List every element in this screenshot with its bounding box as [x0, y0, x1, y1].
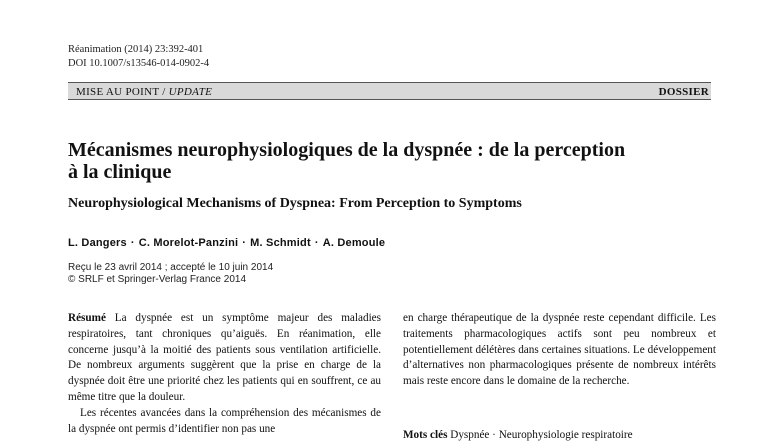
- journal-info: [68, 43, 209, 71]
- journal-citation: Réanimation (2014) 23:392-401: [68, 44, 204, 55]
- keywords-label: Mots clés: [403, 429, 448, 441]
- title-fr-line-2: à la clinique: [68, 161, 172, 183]
- category-label: DOSSIER: [658, 86, 709, 98]
- author-4: A. Demoule: [322, 237, 386, 249]
- abstract-right-column: [403, 311, 716, 390]
- abstract-text-1: La dyspnée est un symptôme majeur des maladies respiratoires, tant chroniques qu’aiguës. En réanimation, elle concerne jusqu’à la moitié des patients sous ventilation artificielle. De nombreux arguments suggèrent que la prise en charge de la dyspnée doit être une priorité chez les patients qui en souffrent, ce au même titre que la douleur.: [68, 312, 381, 403]
- section-header-bar: [68, 82, 711, 100]
- copyright: © SRLF et Springer-Verlag France 2014: [68, 274, 247, 285]
- abstract-paragraph-2: Les récentes avancées dans la compréhension des mécanismes de la dyspnée ont permis d’identifier non pas une: [68, 406, 381, 435]
- article-title-french: [68, 139, 708, 183]
- author-list: [68, 237, 385, 249]
- abstract-paragraph-1: [68, 311, 381, 406]
- article-title-english: Neurophysiological Mechanisms of Dyspnea: From Perception to Symptoms: [68, 196, 522, 211]
- author-separator: ·: [314, 237, 319, 249]
- keywords-text: Dyspnée · Neurophysiologie respiratoire: [450, 429, 633, 441]
- abstract-left-column: [68, 311, 381, 437]
- author-3: M. Schmidt: [250, 237, 311, 249]
- abstract-paragraph-3: en charge thérapeutique de la dyspnée reste cependant difficile. Les traitements pharmacologiques actifs sont peu nombreux et potentiellement délétères dans certaines situations. Le développement d’alternatives non pharmacologiques présente de nombreux intérêts mais reste encore dans le domaine de la recherche.: [403, 312, 716, 388]
- journal-doi: DOI 10.1007/s13546-014-0902-4: [68, 58, 210, 69]
- author-separator: ·: [242, 237, 247, 249]
- section-label-text: MISE AU POINT /: [76, 86, 166, 98]
- author-1: L. Dangers: [68, 237, 127, 249]
- author-2: C. Morelot-Panzini: [138, 237, 239, 249]
- section-label-italic: UPDATE: [168, 86, 213, 98]
- publication-dates: [68, 262, 273, 286]
- received-accepted: Reçu le 23 avril 2014 ; accepté le 10 juin 2014: [68, 262, 274, 273]
- section-label: [76, 83, 212, 101]
- author-separator: ·: [130, 237, 135, 249]
- title-fr-line-1: Mécanismes neurophysiologiques de la dyspnée : de la perception: [68, 139, 626, 161]
- abstract-label: Résumé: [68, 312, 106, 324]
